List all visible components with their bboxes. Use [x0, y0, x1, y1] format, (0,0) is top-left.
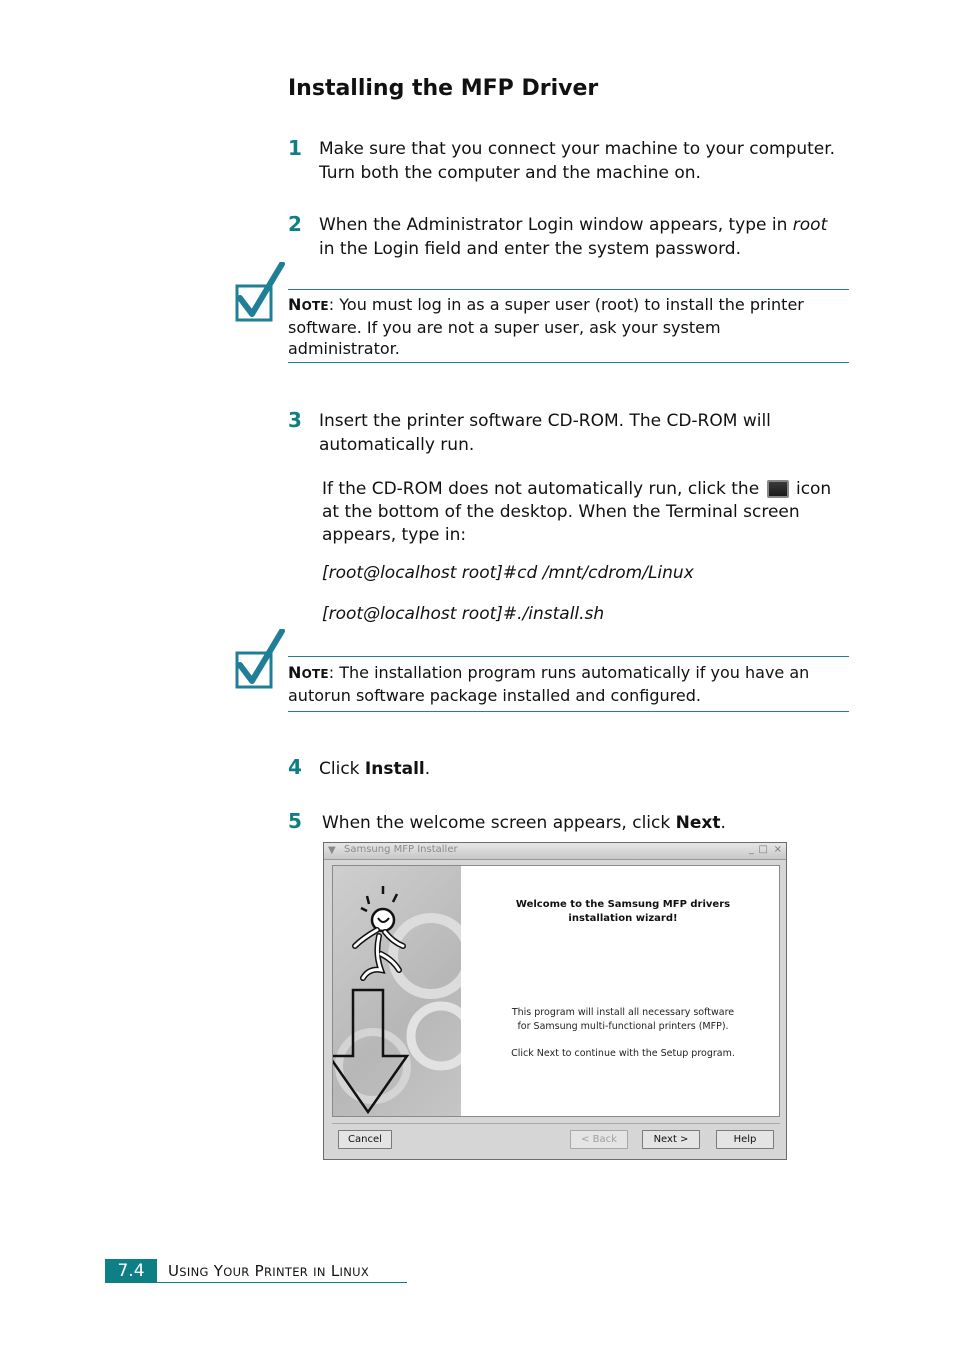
dialog-content: [332, 865, 780, 1117]
step-3-line-1: Insert the printer software CD-ROM. The CD-ROM will: [319, 411, 771, 431]
step-2-text: [319, 213, 859, 261]
next-button[interactable]: Next >: [642, 1130, 700, 1149]
step-2-line-1: [319, 213, 859, 237]
step-2-root-term: root: [792, 215, 828, 235]
step-2-line-2: in the Login field and enter the system password.: [319, 239, 741, 259]
step-4-text: [319, 757, 430, 781]
note-1-label-n: N: [288, 295, 302, 314]
note-2-line-2: autorun software package installed and configured.: [288, 686, 701, 705]
footer-word-1-rest: SING: [179, 1265, 209, 1279]
step-5-text: [322, 811, 726, 835]
footer-rule: [157, 1282, 407, 1283]
step-1-line-2: Turn both the computer and the machine on.: [319, 163, 701, 183]
note-check-icon: [234, 262, 286, 324]
step-number-4: 4: [288, 755, 302, 779]
note-2-bottom-rule: [288, 711, 849, 712]
step-4-text-c: .: [424, 759, 431, 779]
step-1-line-1: Make sure that you connect your machine to your computer.: [319, 139, 836, 159]
command-cd: [root@localhost root]#cd /mnt/cdrom/Linux: [322, 563, 694, 583]
step-4-text-a: Click: [319, 759, 365, 779]
step-3-extra: [322, 478, 862, 547]
step-number-2: 2: [288, 212, 302, 236]
step-5-text-a: When the welcome screen appears, click: [322, 813, 676, 833]
welcome-description: [483, 1006, 763, 1060]
footer-word-2-rest: OUR: [223, 1265, 250, 1279]
welcome-line-1: Welcome to the Samsung MFP drivers: [515, 899, 731, 910]
welcome-line-2: installation wizard!: [568, 913, 678, 924]
dialog-titlebar: [324, 843, 786, 860]
footer-word-5-rest: INUX: [339, 1265, 370, 1279]
maximize-icon[interactable]: □: [758, 844, 768, 855]
note-1-bottom-rule: [288, 362, 849, 363]
help-button[interactable]: Help: [716, 1130, 774, 1149]
footer-word-1-cap: U: [168, 1262, 180, 1280]
step-5-next-term: Next: [675, 813, 721, 833]
step-number-3: 3: [288, 408, 302, 432]
step-1-text: [319, 137, 859, 185]
back-button[interactable]: < Back: [570, 1130, 628, 1149]
close-icon[interactable]: ×: [773, 844, 782, 855]
terminal-icon: [767, 480, 789, 498]
note-2-text: : The installation program runs automatically if you have an: [328, 663, 810, 682]
note-2-label: [288, 663, 329, 682]
note-1-label: [288, 295, 329, 314]
cancel-button[interactable]: Cancel: [338, 1130, 392, 1149]
step-4-install-term: Install: [364, 759, 425, 779]
step-2-line-1-text: When the Administrator Login window appears, type in: [319, 215, 793, 235]
step-3-extra-line-3: appears, type in:: [322, 525, 467, 545]
note-2-top-rule: [288, 656, 849, 657]
desc-line-3: Click Next to continue with the Setup program.: [511, 1047, 735, 1059]
note-2-label-ote: OTE: [301, 667, 329, 681]
desc-spacer: [483, 1033, 763, 1047]
step-3-line-2: automatically run.: [319, 435, 475, 455]
page-number: 7.4: [105, 1259, 157, 1283]
footer-word-3-cap: P: [249, 1262, 265, 1280]
note-1-top-rule: [288, 289, 849, 290]
minimize-icon[interactable]: _: [749, 844, 754, 855]
note-1-line-2: software. If you are not a super user, ask your system: [288, 318, 721, 337]
note-1-line-1: [288, 294, 853, 317]
note-2-line-1: [288, 662, 853, 685]
note-2-label-n: N: [288, 663, 302, 682]
page-title: Installing the MFP Driver: [288, 76, 599, 101]
command-install: [root@localhost root]#./install.sh: [322, 604, 605, 624]
note-1-line-3: administrator.: [288, 339, 400, 358]
note-1-text: : You must log in as a super user (root) to install the printer: [328, 295, 804, 314]
step-3-text: [319, 409, 859, 457]
step-3-extra-text-a: If the CD-ROM does not automatically run, click the: [322, 479, 765, 499]
note-1-label-ote: OTE: [301, 299, 329, 313]
note-2: [288, 662, 853, 706]
welcome-heading: [503, 898, 743, 926]
dialog-button-bar: [332, 1123, 780, 1154]
desc-line-2: for Samsung multi-functional printers (MFP).: [517, 1020, 729, 1032]
note-check-icon: [234, 629, 286, 691]
footer-word-2-cap: Y: [208, 1262, 224, 1280]
step-3-extra-line-2: at the bottom of the desktop. When the Terminal screen: [322, 502, 800, 522]
step-number-1: 1: [288, 136, 302, 160]
step-3-extra-line-1: [322, 478, 862, 501]
footer-word-4-rest: IN: [313, 1265, 326, 1279]
desc-line-1: This program will install all necessary software: [511, 1007, 735, 1018]
note-1: [288, 294, 853, 359]
footer-word-3-rest: RINTER: [264, 1265, 309, 1279]
footer-chapter-title: [168, 1262, 369, 1280]
window-menu-icon[interactable]: ▼: [328, 845, 336, 856]
step-3-extra-text-b: icon: [790, 479, 832, 499]
mascot-illustration: [333, 866, 461, 1116]
dialog-title: Samsung MFP Installer: [344, 844, 458, 855]
footer-word-5-cap: L: [325, 1262, 340, 1280]
step-number-5: 5: [288, 809, 302, 833]
step-5-text-c: .: [720, 813, 726, 833]
installer-dialog: [323, 842, 787, 1160]
wizard-side-banner: [333, 866, 461, 1116]
